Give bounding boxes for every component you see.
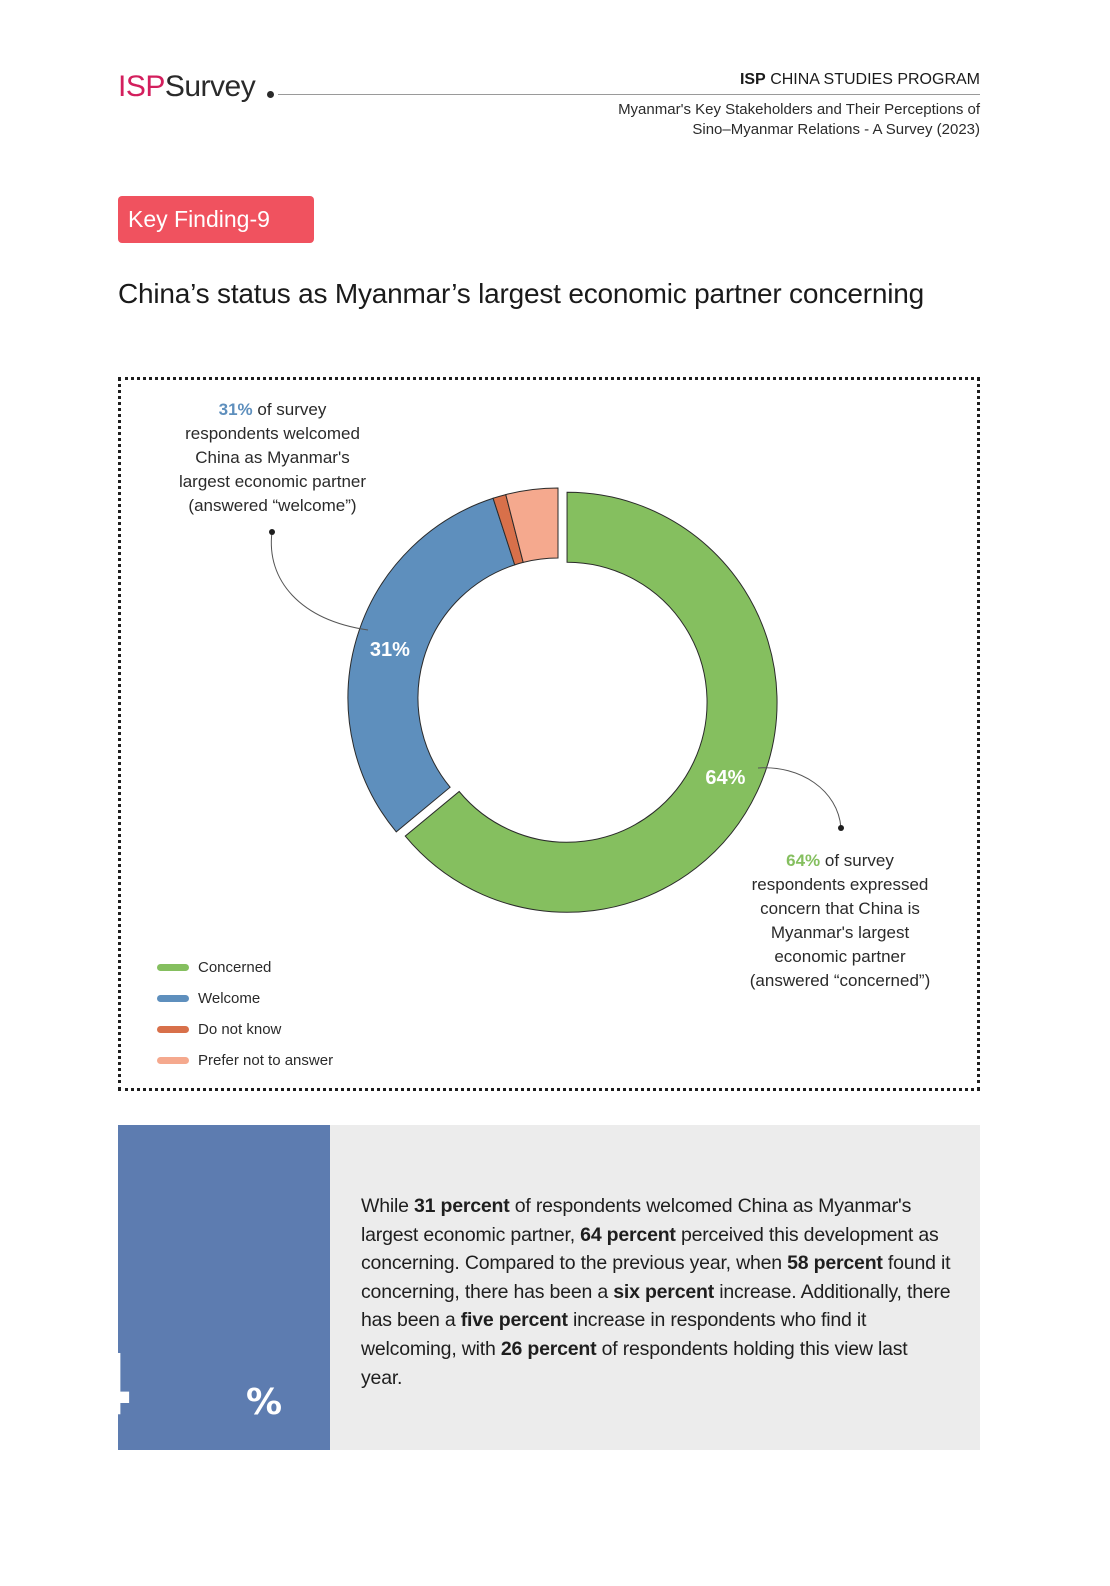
summary-text: increase in respondents who find it welcoming, with bbox=[361, 1309, 867, 1360]
concerned-callout-line: concern that China is bbox=[760, 899, 920, 918]
welcome-callout-text: of survey bbox=[252, 400, 327, 419]
summary-text: of respondents welcomed China as Myanmar's largest economic partner, bbox=[361, 1195, 912, 1246]
concerned-leader-dot bbox=[838, 825, 844, 831]
welcome-leader-line bbox=[271, 532, 368, 630]
concerned-callout-line-1 bbox=[715, 849, 965, 873]
legend-swatch-prefer-not-to-answer bbox=[157, 1057, 189, 1064]
legend-swatch-welcome bbox=[157, 995, 189, 1002]
donut-label-concerned: 64% bbox=[705, 766, 746, 789]
chart-legend bbox=[157, 952, 333, 1076]
concerned-callout-line: (answered “concerned”) bbox=[749, 971, 931, 990]
brand-survey: Survey bbox=[164, 70, 256, 103]
welcome-callout-line: respondents welcomed bbox=[185, 424, 360, 443]
summary-text: perceived this development as concerning. Compared to the previous year, when bbox=[361, 1223, 939, 1275]
concerned-callout bbox=[715, 849, 965, 993]
report-subtitle-line-2: Sino–Myanmar Relations - A Survey (2023) bbox=[692, 121, 980, 138]
legend-label: Prefer not to answer bbox=[198, 1052, 334, 1069]
summary-text: found it concerning, there has been a bbox=[361, 1252, 951, 1303]
summary-emphasis: 31 percent bbox=[413, 1195, 510, 1217]
welcome-leader-dot bbox=[269, 529, 275, 535]
summary-highlight-block bbox=[118, 1125, 330, 1450]
program-title-rest: CHINA STUDIES PROGRAM bbox=[770, 71, 980, 88]
summary-emphasis: six percent bbox=[613, 1280, 714, 1303]
donut-label-welcome: 31% bbox=[369, 639, 410, 662]
concerned-callout-percent: 64% bbox=[786, 851, 821, 870]
summary-text: of respondents holding this view last year. bbox=[361, 1337, 908, 1389]
legend-item-do-not-know bbox=[157, 1014, 333, 1045]
key-finding-headline: China’s status as Myanmar’s largest economic partner concerning bbox=[118, 278, 925, 309]
key-finding-badge: Key Finding-9 bbox=[118, 196, 314, 243]
summary-text: increase. Additionally, there has been a bbox=[361, 1280, 951, 1332]
legend-item-prefer-not-to-answer bbox=[157, 1045, 333, 1076]
summary-emphasis: five percent bbox=[460, 1309, 568, 1332]
welcome-callout bbox=[145, 398, 400, 518]
concerned-callout-line: respondents expressed bbox=[751, 875, 929, 894]
legend-swatch-do-not-know bbox=[157, 1026, 189, 1033]
report-subtitle-line-1: Myanmar's Key Stakeholders and Their Perceptions of bbox=[618, 101, 980, 118]
welcome-callout-line: China as Myanmar's bbox=[195, 448, 350, 467]
welcome-callout-percent: 31% bbox=[218, 400, 253, 419]
welcome-callout-line: (answered “welcome”) bbox=[188, 496, 357, 515]
legend-swatch-concerned bbox=[157, 964, 189, 971]
legend-item-welcome bbox=[157, 983, 333, 1014]
concerned-leader-line bbox=[758, 768, 841, 828]
summary-big-unit: % bbox=[246, 1382, 283, 1423]
legend-item-concerned bbox=[157, 952, 333, 983]
summary-big-value: 64 bbox=[18, 1336, 131, 1434]
summary-emphasis: 26 percent bbox=[500, 1337, 597, 1360]
welcome-callout-line-1 bbox=[145, 398, 400, 422]
concerned-callout-line: economic partner bbox=[774, 947, 906, 966]
brand-isp: ISP bbox=[118, 70, 165, 103]
legend-label: Concerned bbox=[198, 959, 272, 976]
legend-label: Do not know bbox=[198, 1021, 282, 1038]
legend-label: Welcome bbox=[198, 990, 261, 1007]
summary-emphasis: 58 percent bbox=[787, 1252, 883, 1275]
donut-slice-welcome bbox=[348, 498, 515, 832]
program-title-bold: ISP bbox=[739, 71, 766, 88]
summary-emphasis: 64 percent bbox=[580, 1223, 676, 1246]
concerned-callout-line: Myanmar's largest bbox=[770, 923, 910, 942]
summary-paragraph bbox=[361, 1192, 951, 1392]
summary-text: While bbox=[361, 1195, 414, 1217]
concerned-callout-text: of survey bbox=[820, 851, 894, 870]
welcome-callout-line: largest economic partner bbox=[178, 472, 367, 491]
